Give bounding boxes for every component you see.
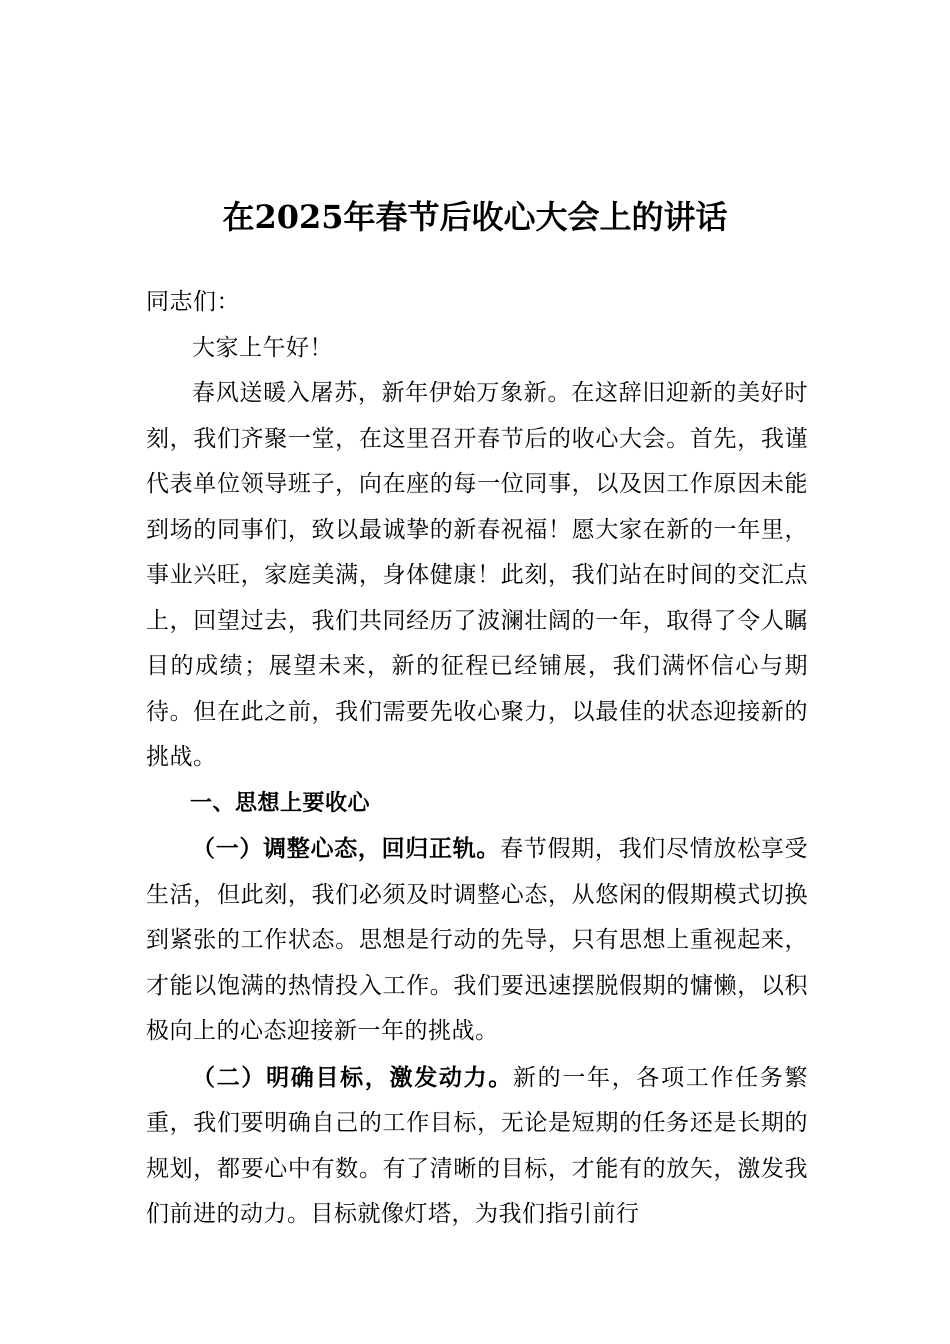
subsection-text: 春节假期，我们尽情放松享受生活，但此刻，我们必须及时调整心态，从悠闲的假期模式切换到紧张的工作状态。思想是行动的先导，只有思想上重视起来，才能以饱满的热情投入工作。我们要迅速摆脱假期的慵懒，以积极向上的心态迎接新一年的挑战。 bbox=[146, 836, 809, 1044]
subsection-heading: （一）调整心态，回归正轨。 bbox=[192, 835, 501, 862]
subsection-text: 新的一年，各项工作任务繁重，我们要明确自己的工作目标，无论是短期的任务还是长期的规划，都要心中有数。有了清晰的目标，才能有的放矢，激发我们前进的动力。目标就像灯塔，为我们指引前行 bbox=[146, 1064, 808, 1227]
greeting: 大家上午好！ bbox=[192, 334, 333, 361]
subsection-heading: （二）明确目标，激发动力。 bbox=[192, 1063, 513, 1091]
subsection-paragraph bbox=[146, 1055, 808, 1238]
salutation: 同志们： bbox=[146, 289, 240, 315]
document-body bbox=[146, 280, 808, 1238]
intro-paragraph: 春风送暖入屠苏，新年伊始万象新。在这辞旧迎新的美好时刻，我们齐聚一堂，在这里召开春节后的收心大会。首先，我谨代表单位领导班子，向在座的每一位同事，以及因工作原因未能到场的同事们，致以最诚挚的新春祝福！愿大家在新的一年里，事业兴旺，家庭美满，身体健康！此刻，我们站在时间的交汇点上，回望过去，我们共同经历了波澜壮阔的一年，取得了令人瞩目的成绩；展望未来，新的征程已经铺展，我们满怀信心与期待。但在此之前，我们需要先收心聚力，以最佳的状态迎接新的挑战。 bbox=[146, 380, 808, 770]
subsection-paragraph bbox=[146, 826, 808, 1055]
document-title: 在2025年春节后收心大会上的讲话 bbox=[222, 198, 728, 237]
section-heading: 一、思想上要收心 bbox=[190, 790, 371, 816]
